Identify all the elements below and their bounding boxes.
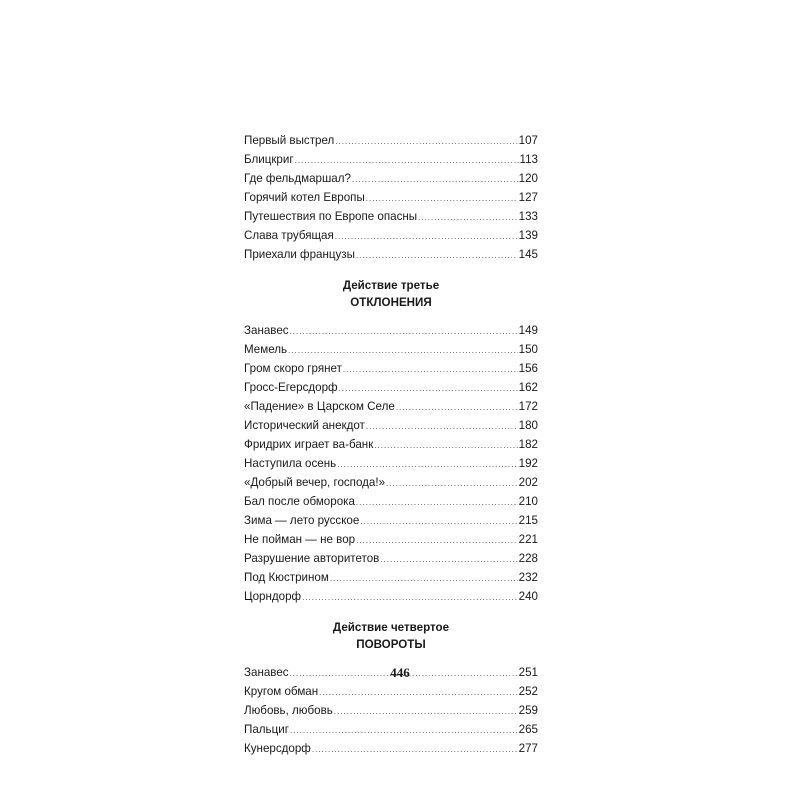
toc-entry-page: 221 (518, 533, 538, 546)
toc-entry-page: 133 (518, 210, 538, 223)
toc-entry-title: Исторический анекдот (244, 419, 365, 432)
toc-entry (244, 701, 538, 720)
toc-entry-title: Занавес (244, 666, 289, 679)
toc-entry-title: Бал после обморока (244, 495, 355, 508)
act-three-label: Действие третье (342, 279, 440, 292)
toc-dot-leader (380, 550, 517, 569)
toc-dot-leader (396, 398, 518, 417)
toc-entry-page: 139 (518, 229, 538, 242)
toc-dot-leader (312, 740, 518, 759)
toc-entry-page: 228 (518, 552, 538, 565)
toc-entry (244, 587, 538, 606)
toc-section-act-three (244, 321, 538, 606)
toc-dot-leader (295, 151, 519, 170)
toc-dot-leader (386, 474, 518, 493)
toc-entry-title: Мемель (244, 343, 288, 356)
toc-entry-title: «Добрый вечер, господа!» (244, 476, 386, 489)
toc-entry-page: 180 (518, 419, 538, 432)
toc-entry (244, 340, 538, 359)
toc-entry-page: 127 (518, 191, 538, 204)
toc-entry-page: 182 (518, 438, 538, 451)
toc-entry (244, 454, 538, 473)
toc-entry-title: Слава трубящая (244, 229, 334, 242)
toc-entry-page: 259 (518, 704, 538, 717)
toc-dot-leader (337, 455, 517, 474)
toc-entry (244, 188, 538, 207)
toc-dot-leader (302, 588, 518, 607)
toc-entry (244, 359, 538, 378)
act-four-title: ПОВОРОТЫ (356, 638, 426, 651)
toc-entry (244, 473, 538, 492)
toc-entry (244, 435, 538, 454)
toc-entry (244, 549, 538, 568)
toc-entry-title: Разрушение авторитетов (244, 552, 380, 565)
toc-entry (244, 321, 538, 340)
toc-entry (244, 416, 538, 435)
toc-dot-leader (352, 170, 518, 189)
toc-entry-title: Под Кюстрином (244, 571, 329, 584)
toc-entry (244, 530, 538, 549)
toc-entry-page: 172 (518, 400, 538, 413)
toc-dot-leader (334, 702, 518, 721)
toc-entry-page: 277 (518, 742, 538, 755)
toc-entry-title: Пальциг (244, 723, 289, 736)
toc-dot-leader (366, 417, 518, 436)
toc-dot-leader (288, 341, 518, 360)
page-number: 446 (390, 665, 410, 680)
toc-entry (244, 131, 538, 150)
table-of-contents (244, 131, 538, 758)
toc-entry-title: Первый выстрел (244, 134, 335, 147)
toc-entry-page: 192 (518, 457, 538, 470)
toc-entry (244, 720, 538, 739)
toc-entry (244, 739, 538, 758)
toc-entry-page: 145 (518, 248, 538, 261)
toc-entry-page: 251 (518, 666, 538, 679)
toc-entry-page: 252 (518, 685, 538, 698)
toc-entry-title: Не пойман — не вор (244, 533, 356, 546)
toc-dot-leader (290, 322, 518, 341)
toc-entry (244, 397, 538, 416)
toc-entry-title: Горячий котел Европы (244, 191, 365, 204)
toc-dot-leader (290, 721, 518, 740)
toc-entry-title: Наступила осень (244, 457, 337, 470)
toc-dot-leader (343, 360, 518, 379)
toc-entry (244, 226, 538, 245)
toc-dot-leader (319, 683, 518, 702)
toc-dot-leader (330, 569, 518, 588)
toc-entry-page: 210 (518, 495, 538, 508)
toc-dot-leader (335, 132, 517, 151)
act-four-label: Действие четвертое (332, 621, 450, 634)
toc-entry-title: Зима — лето русское (244, 514, 360, 527)
toc-entry-page: 240 (518, 590, 538, 603)
toc-entry-page: 120 (518, 172, 538, 185)
toc-section-1 (244, 131, 538, 264)
toc-entry-page: 149 (518, 324, 538, 337)
toc-dot-leader (360, 512, 517, 531)
act-three-title: ОТКЛОНЕНИЯ (350, 296, 432, 309)
toc-entry-title: «Падение» в Царском Селе (244, 400, 395, 413)
toc-entry-page: 202 (518, 476, 538, 489)
toc-entry (244, 207, 538, 226)
toc-entry-page: 113 (519, 153, 538, 166)
toc-dot-leader (356, 493, 518, 512)
toc-entry-title: Кругом обман (244, 685, 319, 698)
toc-entry-page: 215 (518, 514, 538, 527)
toc-entry-page: 107 (518, 134, 538, 147)
toc-dot-leader (339, 379, 518, 398)
toc-dot-leader (366, 189, 518, 208)
toc-entry (244, 682, 538, 701)
toc-dot-leader (418, 208, 518, 227)
toc-entry (244, 492, 538, 511)
toc-entry-page: 150 (518, 343, 538, 356)
toc-entry-title: Фридрих играет ва-банк (244, 438, 374, 451)
toc-entry-title: Путешествия по Европе опасны (244, 210, 418, 223)
toc-entry-title: Блицкриг (244, 153, 294, 166)
toc-entry (244, 245, 538, 264)
toc-entry-page: 232 (518, 571, 538, 584)
toc-entry-title: Гром скоро грянет (244, 362, 342, 375)
toc-entry (244, 150, 538, 169)
toc-entry-title: Занавес (244, 324, 289, 337)
toc-entry-title: Кунерсдорф (244, 742, 311, 755)
toc-dot-leader (356, 531, 518, 550)
toc-entry (244, 378, 538, 397)
toc-entry (244, 568, 538, 587)
toc-entry-title: Цорндорф (244, 590, 302, 603)
toc-entry-title: Гросс-Егерсдорф (244, 381, 338, 394)
toc-entry-page: 156 (518, 362, 538, 375)
toc-entry (244, 169, 538, 188)
toc-entry-title: Приехали французы (244, 248, 355, 261)
toc-dot-leader (374, 436, 517, 455)
toc-entry-page: 162 (518, 381, 538, 394)
toc-entry-title: Где фельдмаршал? (244, 172, 351, 185)
toc-entry-title: Любовь, любовь (244, 704, 333, 717)
toc-dot-leader (335, 227, 518, 246)
toc-entry (244, 511, 538, 530)
toc-entry-page: 265 (518, 723, 538, 736)
toc-dot-leader (356, 246, 518, 265)
